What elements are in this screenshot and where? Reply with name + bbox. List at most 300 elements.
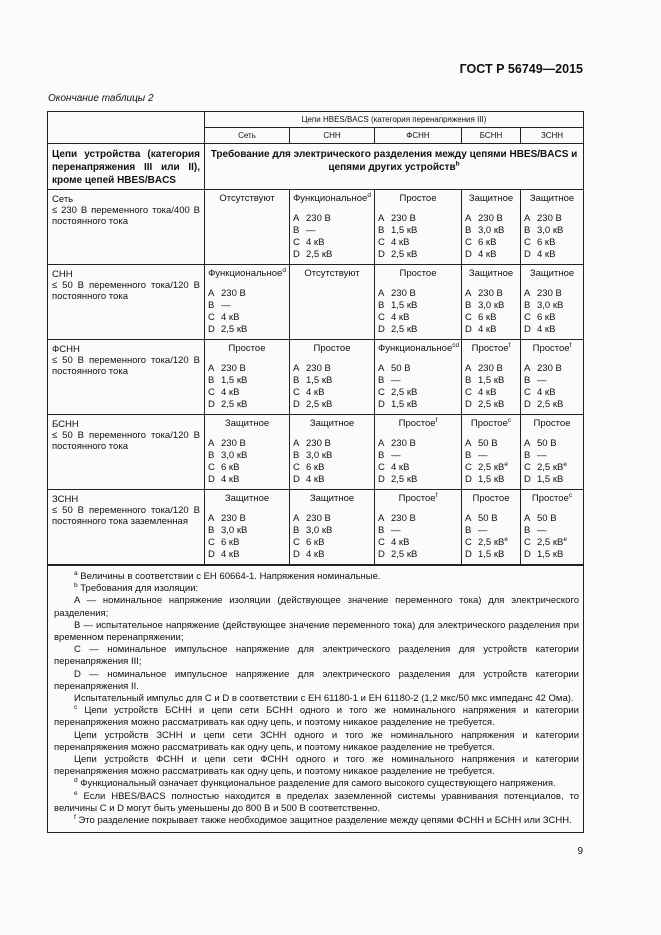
voltage-key: B (465, 450, 472, 461)
voltage-value (221, 525, 286, 537)
voltage-key: D (378, 399, 385, 410)
voltage-value (391, 324, 458, 336)
separation-type (524, 493, 580, 505)
voltage-value-text: 3,0 кВ (221, 525, 248, 536)
voltage-value-text: 6 кВ (221, 537, 240, 548)
voltage-key: D (293, 474, 300, 485)
footnote-text: Величины в соответствии с ЕН 60664-1. Напряжения номинальные. (77, 571, 381, 582)
circuit-label (48, 265, 205, 340)
separation-type-text: Защитное (224, 418, 270, 429)
separation-type (293, 343, 371, 355)
voltage-line (465, 237, 517, 249)
voltage-line (465, 462, 517, 474)
voltage-key: B (524, 525, 531, 536)
voltage-key: C (293, 237, 300, 248)
voltage-line (524, 213, 580, 225)
voltage-value-text: 4 кВ (221, 387, 240, 398)
voltage-value (306, 363, 371, 375)
footnote (54, 571, 579, 583)
voltage-value (221, 387, 286, 399)
voltage-key: B (465, 300, 472, 311)
separation-type-text: Простое (398, 418, 436, 429)
separation-type (378, 193, 458, 205)
voltage-value-text: 50 В (537, 438, 557, 449)
corner-cell (48, 112, 205, 144)
footnote-marker: a (74, 569, 78, 577)
footnote-ref: cd (452, 341, 460, 349)
voltage-key: B (378, 300, 385, 311)
voltage-value (391, 375, 458, 387)
voltage-key: D (465, 399, 472, 410)
separation-type (465, 268, 517, 280)
separation-type (208, 343, 286, 355)
circuit-label (48, 490, 205, 566)
separation-type-text: Простое (472, 493, 510, 504)
voltage-value-text: 50 В (391, 363, 411, 374)
voltage-line (465, 450, 517, 462)
requirement-cell (521, 490, 584, 566)
footnote (54, 778, 579, 790)
voltage-value-text: 3,0 кВ (306, 450, 333, 461)
voltage-value-text: 2,5 кВ (221, 399, 248, 410)
voltage-value-text: 230 В (306, 363, 331, 374)
voltage-line (465, 225, 517, 237)
requirement-cell (521, 265, 584, 340)
footnote-ref: f (569, 341, 572, 349)
separation-type (524, 343, 580, 355)
voltage-key: D (524, 474, 531, 485)
voltage-value (537, 474, 580, 486)
voltage-line (293, 450, 371, 462)
voltage-value (537, 237, 580, 249)
voltage-value-text: — (391, 375, 401, 386)
voltage-value-text: 1,5 кВ (306, 375, 333, 386)
voltage-value-text: 6 кВ (306, 537, 325, 548)
voltage-value (478, 549, 517, 561)
voltage-value-text: 230 В (478, 363, 503, 374)
voltage-value-text: 3,0 кВ (221, 450, 248, 461)
voltage-value-text: 2,5 кВ (478, 462, 505, 473)
voltage-value-text: 50 В (537, 513, 557, 524)
voltage-value (391, 363, 458, 375)
voltage-value-text: 3,0 кВ (478, 225, 505, 236)
table-row (48, 490, 584, 566)
voltage-value (478, 537, 517, 549)
separation-type-text: Отсутствуют (304, 268, 360, 279)
voltage-value (478, 237, 517, 249)
voltage-value-text: 50 В (478, 438, 498, 449)
voltage-key: A (465, 513, 472, 524)
voltage-key: C (378, 462, 385, 473)
voltage-value (221, 513, 286, 525)
voltage-value (537, 288, 580, 300)
voltage-value (537, 213, 580, 225)
voltage-value (537, 513, 580, 525)
voltage-value-text: 4 кВ (478, 387, 497, 398)
voltage-line (378, 300, 458, 312)
voltage-value-text: 1,5 кВ (537, 474, 564, 485)
voltage-value (391, 237, 458, 249)
footnote-text: Цепи устройств БСНН и цепи сети БСНН одного и того же номинального напряжения и категории перенапряжения можно рассматривать как одну цепь, и поэтому никакое разделение не требуется. (54, 705, 579, 729)
voltage-key: B (208, 300, 215, 311)
footnote-ref: e (563, 460, 567, 468)
voltage-line (208, 438, 286, 450)
footnote-text: C — номинальное импульсное напряжение для электрического разделения для устройств категории перенапряжения III; (54, 644, 579, 668)
voltage-line (208, 387, 286, 399)
voltage-key: A (378, 363, 385, 374)
requirement-cell (290, 490, 375, 566)
voltage-line (293, 363, 371, 375)
footnote-marker: b (74, 582, 78, 590)
separation-type (378, 418, 458, 430)
voltage-value (391, 300, 458, 312)
separation-type-text: Защитное (529, 193, 575, 204)
voltage-key: C (465, 462, 472, 473)
voltage-key: D (465, 474, 472, 485)
voltage-value-text: 230 В (537, 213, 562, 224)
voltage-value (306, 450, 371, 462)
voltage-line (378, 363, 458, 375)
separation-type (378, 268, 458, 280)
footnote-ref: f (508, 341, 511, 349)
voltage-value-text: 4 кВ (306, 549, 325, 560)
voltage-value-text: 230 В (478, 213, 503, 224)
voltage-value (537, 363, 580, 375)
voltage-value (221, 537, 286, 549)
footnote (54, 583, 579, 595)
voltage-line (293, 249, 371, 261)
voltage-value (478, 249, 517, 261)
footnote-ref: c (507, 416, 512, 424)
voltage-line (378, 450, 458, 462)
notes-row (48, 565, 584, 833)
voltage-value-text: 2,5 кВ (391, 249, 418, 260)
requirement-cell (462, 415, 521, 490)
voltage-value (391, 399, 458, 411)
separation-type-text: Функциональное (378, 343, 453, 354)
separation-type (293, 418, 371, 430)
voltage-key: A (208, 363, 215, 374)
voltage-line (378, 225, 458, 237)
voltage-value (478, 513, 517, 525)
voltage-key: C (208, 312, 215, 323)
voltage-value-text: 4 кВ (221, 312, 240, 323)
requirement-cell (375, 340, 462, 415)
voltage-value (306, 375, 371, 387)
footnote-text: Требования для изоляции: (77, 583, 199, 595)
column-header-zsnn: ЗСНН (521, 128, 584, 144)
voltage-line (293, 438, 371, 450)
separation-type-text: Простое (399, 268, 437, 279)
voltage-value (478, 462, 517, 474)
voltage-value-text: 1,5 кВ (391, 399, 418, 410)
voltage-value-text: 1,5 кВ (478, 474, 505, 485)
separation-type-text: Защитное (224, 493, 270, 504)
voltage-value-text: — (391, 450, 401, 461)
voltage-value-text: 230 В (391, 513, 416, 524)
voltage-key: A (524, 363, 531, 374)
voltage-key: B (524, 450, 531, 461)
voltage-key: B (378, 375, 385, 386)
separation-type-text: Простое (313, 343, 351, 354)
voltage-value-text: 2,5 кВ (391, 474, 418, 485)
voltage-value (221, 450, 286, 462)
circuit-name: БСНН (52, 419, 79, 430)
requirement-cell (205, 190, 290, 265)
voltage-key: D (293, 249, 300, 260)
voltage-value-text: 230 В (537, 363, 562, 374)
voltage-line (293, 525, 371, 537)
voltage-line (293, 225, 371, 237)
voltage-key: D (378, 324, 385, 335)
voltage-value-text: — (221, 300, 231, 311)
requirement-cell (290, 415, 375, 490)
voltage-value (478, 288, 517, 300)
separation-type (524, 193, 580, 205)
voltage-value (537, 312, 580, 324)
voltage-key: A (378, 438, 385, 449)
column-header-bsnn: БСНН (462, 128, 521, 144)
requirement-header (205, 144, 584, 190)
voltage-value-text: 2,5 кВ (221, 324, 248, 335)
column-header-set: Сеть (205, 128, 290, 144)
voltage-value (306, 525, 371, 537)
voltage-line (378, 249, 458, 261)
voltage-line (524, 513, 580, 525)
voltage-line (465, 438, 517, 450)
voltage-value (391, 438, 458, 450)
voltage-key: D (208, 399, 215, 410)
voltage-value (391, 537, 458, 549)
voltage-value-text: 4 кВ (391, 312, 410, 323)
circuit-name: ФСНН (52, 344, 80, 355)
footnote (54, 595, 579, 619)
separation-type (524, 418, 580, 430)
separation-type (293, 493, 371, 505)
requirement-cell (375, 490, 462, 566)
document-id: ГОСТ Р 56749—2015 (459, 62, 583, 76)
requirement-cell (205, 340, 290, 415)
voltage-value-text: 2,5 кВ (306, 249, 333, 260)
footnote-text: Цепи устройств ЗСНН и цепи сети ЗСНН одного и того же номинального напряжения и категории перенапряжения можно рассматривать как одну цепь, и поэтому никакое разделение не требуется. (54, 729, 579, 753)
footnote-ref: d (367, 191, 371, 199)
separation-type-text: Простое (533, 418, 571, 429)
voltage-value-text: 1,5 кВ (537, 549, 564, 560)
requirement-cell (290, 265, 375, 340)
circuit-name: СНН (52, 269, 73, 280)
circuit-description: ≤ 50 В переменного тока/120 В постоянного тока (52, 355, 200, 377)
voltage-line (378, 537, 458, 549)
footnote (54, 815, 579, 827)
voltage-key: B (378, 225, 385, 236)
voltage-value (537, 375, 580, 387)
voltage-line (465, 513, 517, 525)
voltage-value (537, 225, 580, 237)
voltage-key: A (524, 213, 531, 224)
voltage-value-text: 2,5 кВ (391, 549, 418, 560)
page-number: 9 (577, 846, 583, 857)
footnote-text: A — номинальное напряжение изоляции (действующее значение переменного тока) для электрического разделения; (54, 595, 579, 619)
voltage-line (378, 375, 458, 387)
voltage-key: A (378, 288, 385, 299)
voltage-key: C (293, 387, 300, 398)
voltage-value (306, 438, 371, 450)
voltage-value (306, 249, 371, 261)
voltage-line (378, 438, 458, 450)
separation-type (293, 193, 371, 205)
voltage-value-text: 6 кВ (478, 312, 497, 323)
voltage-value (478, 438, 517, 450)
voltage-line (524, 387, 580, 399)
voltage-value-text: 4 кВ (306, 387, 325, 398)
voltage-line (524, 375, 580, 387)
voltage-value-text: 4 кВ (306, 474, 325, 485)
voltage-value (391, 387, 458, 399)
voltage-line (293, 213, 371, 225)
requirement-cell (205, 490, 290, 566)
voltage-value (478, 213, 517, 225)
footnote-text: Если HBES/BACS полностью находится в пределах заземленной системы уравнивания потенциалов, то величины C и D могут быть уменьшены до 800 В и 500 В соответственно. (54, 790, 579, 814)
voltage-value-text: 230 В (306, 213, 331, 224)
voltage-value (478, 375, 517, 387)
voltage-key: A (208, 438, 215, 449)
voltage-line (293, 549, 371, 561)
voltage-key: D (524, 549, 531, 560)
voltage-value (221, 438, 286, 450)
voltage-value-text: 230 В (537, 288, 562, 299)
voltage-value (221, 300, 286, 312)
footnote-ref: f (435, 416, 438, 424)
voltage-key: D (293, 399, 300, 410)
voltage-line (524, 549, 580, 561)
voltage-key: D (208, 474, 215, 485)
voltage-value-text: 230 В (391, 213, 416, 224)
requirement-cell (521, 340, 584, 415)
voltage-value (306, 387, 371, 399)
footnote-marker: e (74, 789, 78, 797)
separation-type-text: Простое (531, 493, 569, 504)
voltage-line (293, 537, 371, 549)
voltage-value-text: 4 кВ (391, 462, 410, 473)
voltage-line (208, 288, 286, 300)
voltage-value-text: 4 кВ (537, 249, 556, 260)
voltage-key: C (293, 537, 300, 548)
footnote-marker: c (74, 704, 78, 712)
voltage-value (537, 525, 580, 537)
voltage-line (524, 399, 580, 411)
voltage-key: A (293, 363, 300, 374)
voltage-line (208, 462, 286, 474)
footnote (54, 705, 579, 729)
voltage-value-text: 2,5 кВ (537, 537, 564, 548)
voltage-key: C (378, 537, 385, 548)
footnote (54, 620, 579, 644)
voltage-value (537, 438, 580, 450)
voltage-key: D (465, 249, 472, 260)
voltage-key: B (293, 375, 300, 386)
voltage-value (391, 525, 458, 537)
voltage-value (391, 225, 458, 237)
separation-type (524, 268, 580, 280)
voltage-key: C (524, 387, 531, 398)
voltage-line (465, 324, 517, 336)
voltage-value (537, 549, 580, 561)
voltage-key: A (293, 513, 300, 524)
footnote-ref: e (504, 460, 508, 468)
voltage-value (478, 474, 517, 486)
voltage-line (465, 399, 517, 411)
separation-type-text: Простое (471, 343, 509, 354)
footnote-ref: d (282, 266, 286, 274)
voltage-value-text: 4 кВ (537, 324, 556, 335)
voltage-key: B (208, 525, 215, 536)
circuit-description: ≤ 230 В переменного тока/400 В постоянного тока (52, 205, 200, 227)
voltage-value-text: 2,5 кВ (306, 399, 333, 410)
voltage-line (524, 450, 580, 462)
voltage-value (537, 399, 580, 411)
circuit-label (48, 415, 205, 490)
hbes-header: Цепи HBES/BACS (категория перенапряжения III) (205, 112, 584, 128)
voltage-key: C (524, 237, 531, 248)
voltage-key: C (208, 387, 215, 398)
footnote-text: Испытательный импульс для C и D в соответствии с ЕН 61180-1 и ЕН 61180-2 (1,2 мкс/50 мкс импеданс 42 Ома). (74, 693, 574, 705)
voltage-key: D (378, 549, 385, 560)
requirement-header-text: Требование для электрического разделения между цепями HBES/BACS и цепями других устройств (210, 149, 578, 173)
separation-type (465, 193, 517, 205)
voltage-key: B (465, 375, 472, 386)
voltage-value (391, 513, 458, 525)
footnote (54, 644, 579, 668)
voltage-value-text: 3,0 кВ (537, 300, 564, 311)
separation-type (208, 268, 286, 280)
voltage-value (306, 462, 371, 474)
voltage-line (524, 525, 580, 537)
requirement-cell (205, 415, 290, 490)
voltage-key: D (378, 249, 385, 260)
voltage-value (478, 225, 517, 237)
voltage-key: A (208, 513, 215, 524)
voltage-line (208, 474, 286, 486)
voltage-value (537, 300, 580, 312)
voltage-key: B (524, 300, 531, 311)
voltage-value (391, 462, 458, 474)
voltage-line (524, 249, 580, 261)
separation-type-text: Защитное (468, 193, 514, 204)
voltage-line (524, 474, 580, 486)
voltage-value-text: 230 В (306, 513, 331, 524)
separation-type-text: Функциональное (208, 268, 283, 279)
voltage-value-text: — (537, 525, 547, 536)
circuit-name: ЗСНН (52, 494, 79, 505)
table-footnotes (48, 565, 584, 833)
footnote-text: B — испытательное напряжение (действующее значение переменного тока) для электрического разделения при временном перенапряжении; (54, 619, 579, 644)
separation-type-text: Защитное (309, 418, 355, 429)
voltage-key: A (378, 213, 385, 224)
requirement-cell (462, 340, 521, 415)
voltage-key: A (524, 513, 531, 524)
separation-type (465, 418, 517, 430)
voltage-value (537, 462, 580, 474)
table-row (48, 265, 584, 340)
voltage-value-text: 4 кВ (478, 249, 497, 260)
voltage-key: C (465, 537, 472, 548)
voltage-line (208, 312, 286, 324)
voltage-line (524, 363, 580, 375)
footnote-ref: c (568, 491, 573, 499)
voltage-line (208, 525, 286, 537)
separation-type (378, 343, 458, 355)
requirement-cell (290, 190, 375, 265)
